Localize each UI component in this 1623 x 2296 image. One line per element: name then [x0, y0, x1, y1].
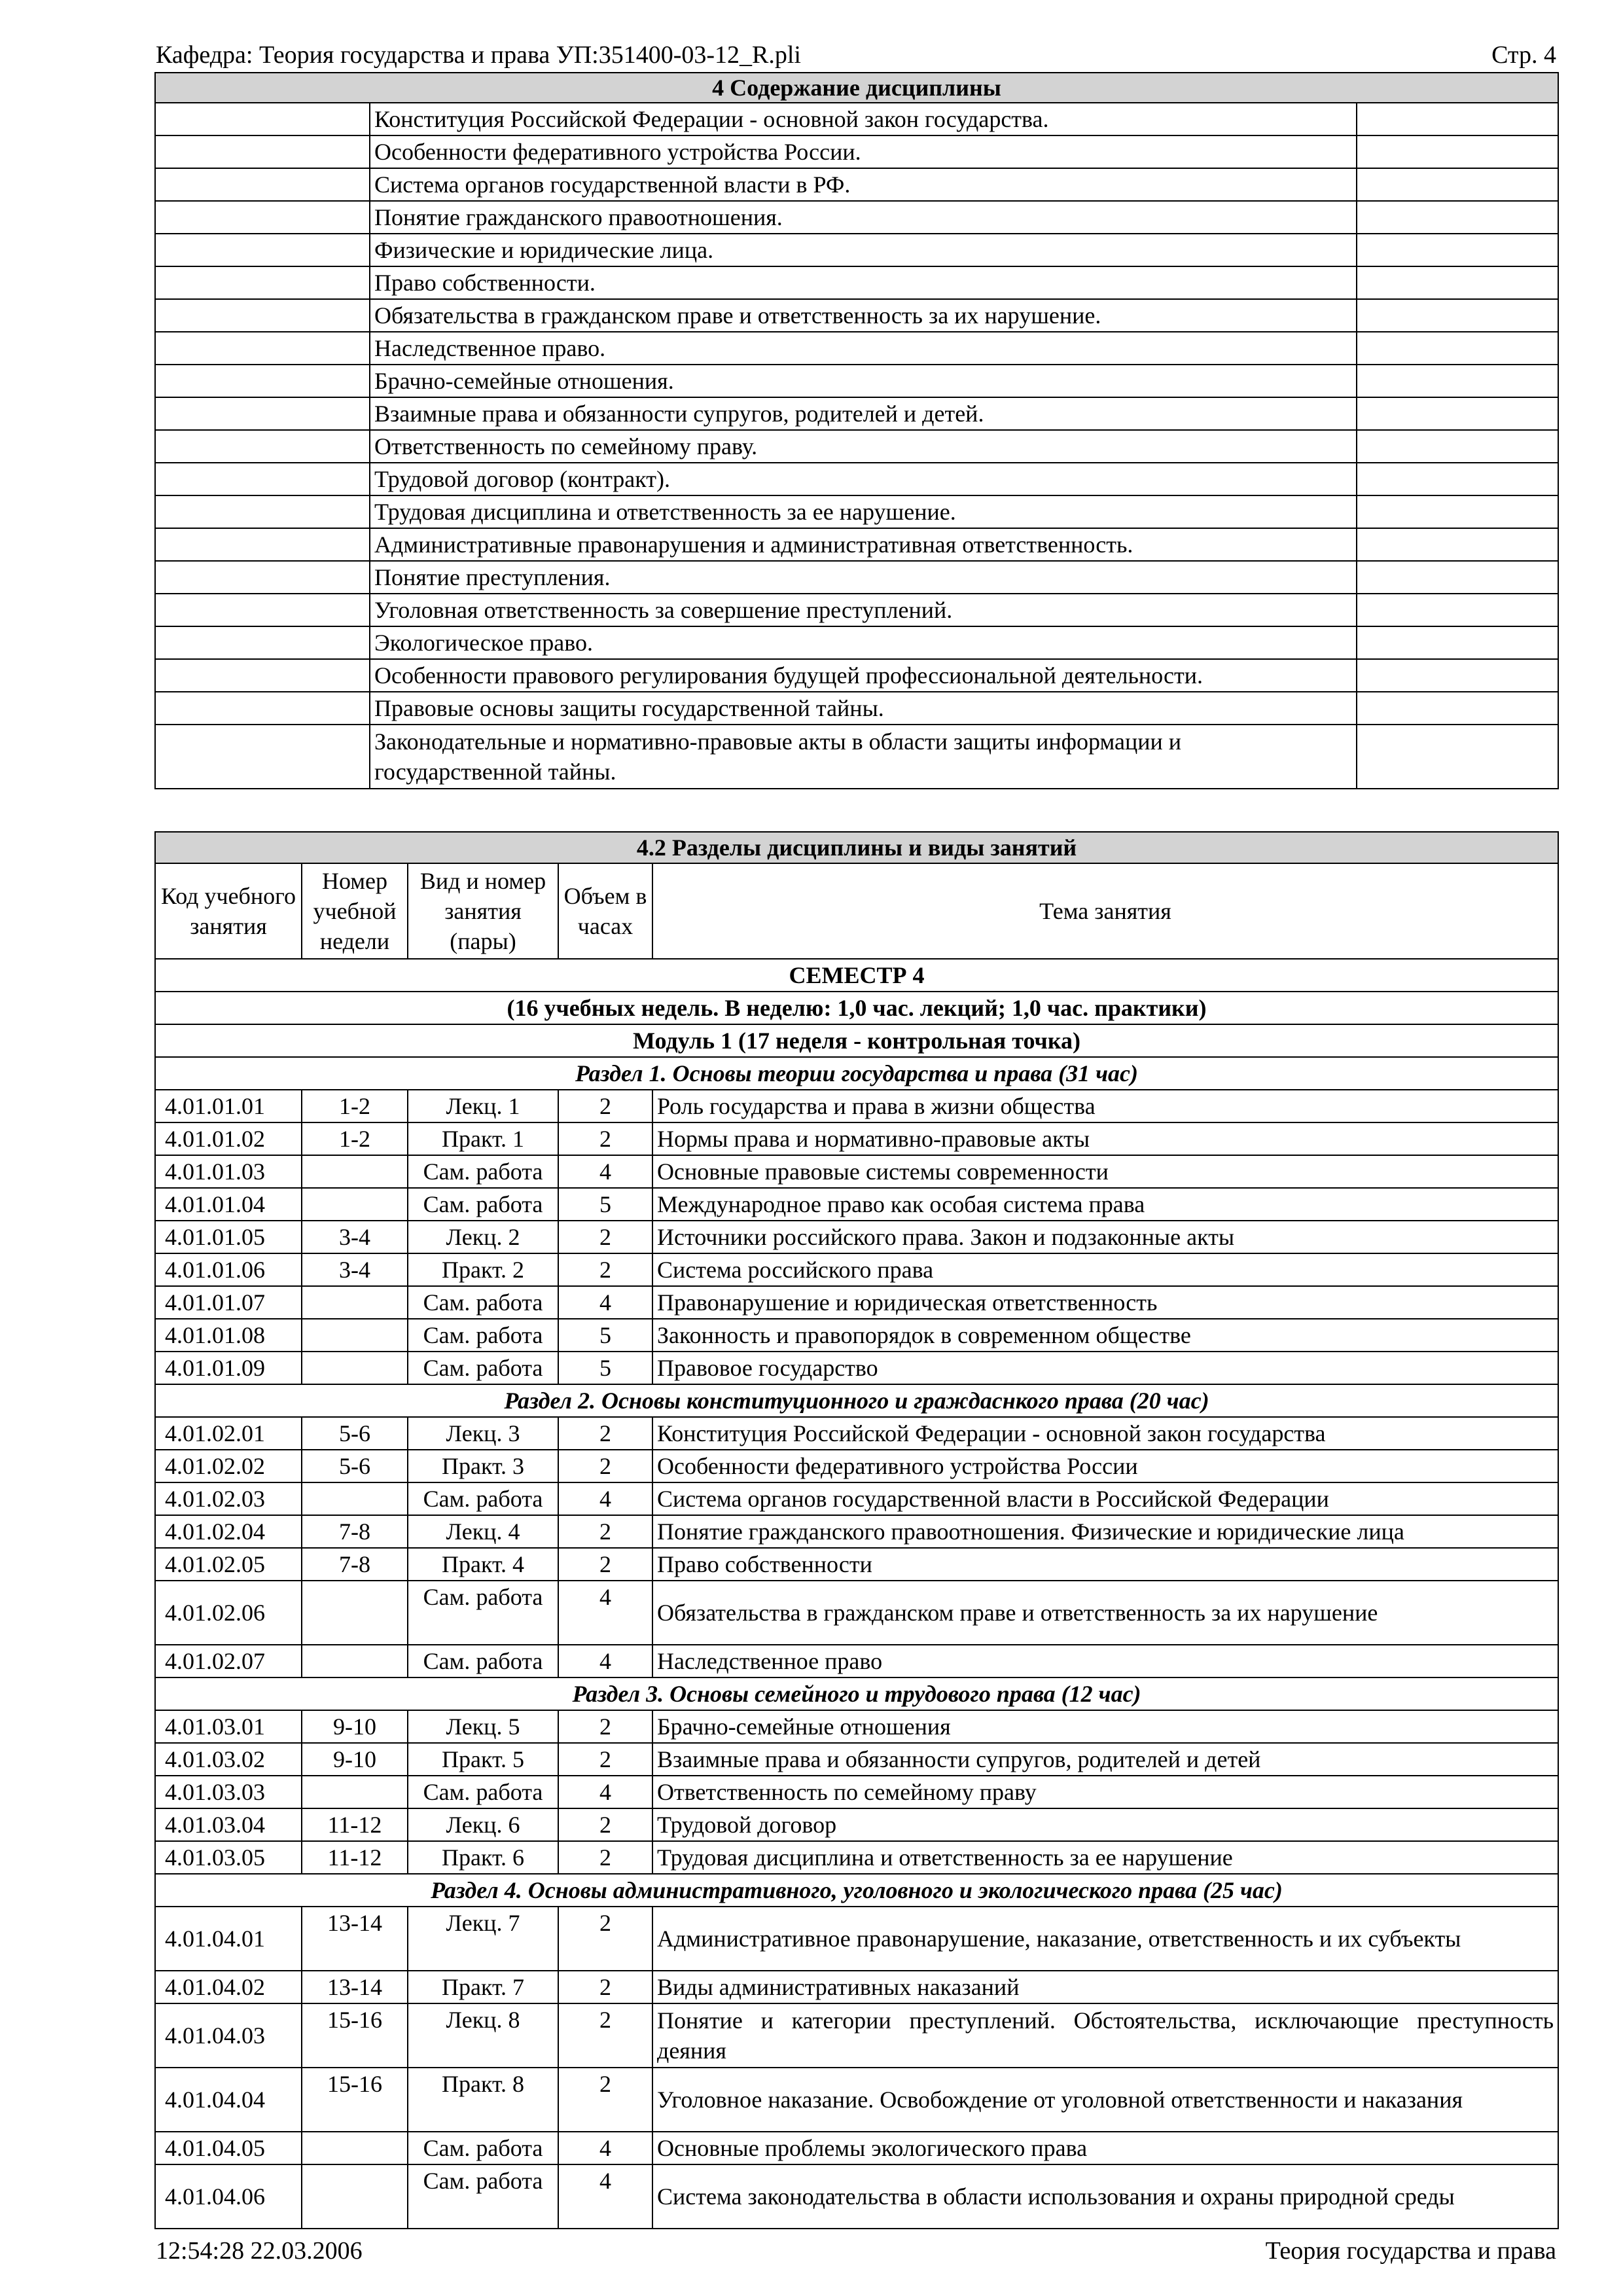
lesson-topic: Понятие и категории преступлений. Обстоятельства, исключающие преступность деяния — [652, 2003, 1558, 2068]
content-empty-left — [155, 397, 370, 430]
table-row — [155, 1319, 1558, 1352]
lesson-code: 4.01.04.03 — [155, 2003, 302, 2068]
lesson-type: Сам. работа — [408, 1188, 558, 1221]
lesson-topic: Источники российского права. Закон и подзаконные акты — [652, 1221, 1558, 1253]
content-row — [155, 594, 1558, 626]
lesson-code: 4.01.02.01 — [155, 1417, 302, 1450]
lesson-code: 4.01.03.02 — [155, 1743, 302, 1776]
lesson-topic: Трудовой договор — [652, 1808, 1558, 1841]
table-row — [155, 1776, 1558, 1808]
content-empty-left — [155, 659, 370, 692]
content-empty-right — [1357, 561, 1558, 594]
lesson-type: Практ. 2 — [408, 1253, 558, 1286]
content-row — [155, 626, 1558, 659]
table-row — [155, 1253, 1558, 1286]
table-row — [155, 2164, 1558, 2229]
lesson-type: Сам. работа — [408, 1155, 558, 1188]
lesson-topic: Трудовая дисциплина и ответственность за ее нарушение — [652, 1841, 1558, 1874]
hours: 5 — [558, 1319, 652, 1352]
content-empty-left — [155, 561, 370, 594]
schedule-table — [154, 831, 1559, 2229]
hours: 2 — [558, 1841, 652, 1874]
lesson-code: 4.01.01.06 — [155, 1253, 302, 1286]
content-empty-right — [1357, 201, 1558, 234]
hours: 2 — [558, 1450, 652, 1482]
content-empty-right — [1357, 365, 1558, 397]
lesson-topic: Международное право как особая система права — [652, 1188, 1558, 1221]
section-header-row — [155, 1057, 1558, 1090]
lesson-type: Сам. работа — [408, 1581, 558, 1645]
lesson-topic: Уголовное наказание. Освобождение от уголовной ответственности и наказания — [652, 2068, 1558, 2132]
content-row — [155, 234, 1558, 266]
hours: 2 — [558, 1971, 652, 2003]
lesson-topic: Правовое государство — [652, 1352, 1558, 1384]
week-number: 15-16 — [302, 2003, 408, 2068]
lesson-type: Лекц. 4 — [408, 1515, 558, 1548]
lesson-topic: Роль государства и права в жизни общества — [652, 1090, 1558, 1122]
lesson-type: Практ. 5 — [408, 1743, 558, 1776]
lesson-code: 4.01.02.02 — [155, 1450, 302, 1482]
content-item: Правовые основы защиты государственной тайны. — [370, 692, 1357, 725]
header-department: Кафедра: Теория государства и права УП:351400-03-12_R.pli — [156, 41, 801, 69]
content-empty-right — [1357, 103, 1558, 135]
hours: 4 — [558, 2164, 652, 2229]
lesson-type: Сам. работа — [408, 2164, 558, 2229]
content-item: Трудовой договор (контракт). — [370, 463, 1357, 495]
content-table — [154, 72, 1559, 789]
footer-course-name: Теория государства и права — [1265, 2237, 1556, 2265]
content-empty-left — [155, 299, 370, 332]
col-header-hours: Объем в часах — [558, 863, 652, 959]
content-empty-right — [1357, 594, 1558, 626]
content-item: Брачно-семейные отношения. — [370, 365, 1357, 397]
content-item: Ответственность по семейному праву. — [370, 430, 1357, 463]
week-number — [302, 1482, 408, 1515]
lesson-type: Практ. 7 — [408, 1971, 558, 2003]
content-empty-left — [155, 692, 370, 725]
col-header-topic: Тема занятия — [652, 863, 1558, 959]
lesson-topic: Правонарушение и юридическая ответственность — [652, 1286, 1558, 1319]
lesson-type: Сам. работа — [408, 2132, 558, 2164]
content-row — [155, 103, 1558, 135]
hours: 4 — [558, 2132, 652, 2164]
lesson-type: Сам. работа — [408, 1352, 558, 1384]
content-row — [155, 430, 1558, 463]
hours: 4 — [558, 1581, 652, 1645]
lesson-type: Сам. работа — [408, 1482, 558, 1515]
content-empty-left — [155, 266, 370, 299]
lesson-code: 4.01.01.01 — [155, 1090, 302, 1122]
table-row — [155, 1581, 1558, 1645]
table-row — [155, 1808, 1558, 1841]
content-row — [155, 692, 1558, 725]
week-number: 9-10 — [302, 1710, 408, 1743]
table-row — [155, 1122, 1558, 1155]
content-empty-left — [155, 201, 370, 234]
content-empty-right — [1357, 234, 1558, 266]
hours: 4 — [558, 1155, 652, 1188]
table-row — [155, 2132, 1558, 2164]
content-item: Экологическое право. — [370, 626, 1357, 659]
section-title: Раздел 4. Основы административного, уголовного и экологического права (25 час) — [155, 1874, 1558, 1907]
lesson-type: Сам. работа — [408, 1286, 558, 1319]
lesson-type: Практ. 8 — [408, 2068, 558, 2132]
lesson-code: 4.01.02.04 — [155, 1515, 302, 1548]
section-header-row — [155, 1874, 1558, 1907]
week-number: 3-4 — [302, 1253, 408, 1286]
content-item: Конституция Российской Федерации - основной закон государства. — [370, 103, 1357, 135]
content-row — [155, 495, 1558, 528]
lesson-type: Лекц. 2 — [408, 1221, 558, 1253]
table-row — [155, 1971, 1558, 2003]
table-row — [155, 1352, 1558, 1384]
content-empty-left — [155, 594, 370, 626]
week-number: 7-8 — [302, 1548, 408, 1581]
content-row — [155, 725, 1558, 789]
hours: 2 — [558, 1710, 652, 1743]
week-number: 7-8 — [302, 1515, 408, 1548]
lesson-code: 4.01.04.04 — [155, 2068, 302, 2132]
week-number — [302, 1286, 408, 1319]
hours: 5 — [558, 1352, 652, 1384]
hours: 2 — [558, 2068, 652, 2132]
content-table-title: 4 Содержание дисциплины — [155, 73, 1558, 103]
content-empty-left — [155, 365, 370, 397]
lesson-type: Лекц. 3 — [408, 1417, 558, 1450]
lesson-topic: Основные проблемы экологического права — [652, 2132, 1558, 2164]
content-empty-right — [1357, 659, 1558, 692]
hours: 2 — [558, 1090, 652, 1122]
content-empty-right — [1357, 725, 1558, 789]
week-number — [302, 2164, 408, 2229]
week-number: 13-14 — [302, 1907, 408, 1971]
lesson-topic: Система российского права — [652, 1253, 1558, 1286]
lesson-type: Лекц. 5 — [408, 1710, 558, 1743]
lesson-type: Лекц. 1 — [408, 1090, 558, 1122]
table-row — [155, 1710, 1558, 1743]
content-item: Уголовная ответственность за совершение преступлений. — [370, 594, 1357, 626]
week-number — [302, 1188, 408, 1221]
content-empty-right — [1357, 430, 1558, 463]
section-header-row — [155, 1384, 1558, 1417]
hours: 2 — [558, 1253, 652, 1286]
hours: 2 — [558, 1515, 652, 1548]
table-row — [155, 1645, 1558, 1677]
content-row — [155, 135, 1558, 168]
hours: 2 — [558, 1417, 652, 1450]
hours: 2 — [558, 1122, 652, 1155]
content-row — [155, 201, 1558, 234]
content-empty-right — [1357, 463, 1558, 495]
lesson-type: Практ. 4 — [408, 1548, 558, 1581]
lesson-topic: Ответственность по семейному праву — [652, 1776, 1558, 1808]
section-title: Раздел 1. Основы теории государства и права (31 час) — [155, 1057, 1558, 1090]
lesson-topic: Наследственное право — [652, 1645, 1558, 1677]
lesson-topic: Система законодательства в области использования и охраны природной среды — [652, 2164, 1558, 2229]
lesson-topic: Законность и правопорядок в современном обществе — [652, 1319, 1558, 1352]
content-empty-left — [155, 528, 370, 561]
week-number — [302, 1581, 408, 1645]
content-empty-left — [155, 463, 370, 495]
lesson-code: 4.01.01.05 — [155, 1221, 302, 1253]
content-empty-right — [1357, 626, 1558, 659]
hours: 2 — [558, 1907, 652, 1971]
hours: 2 — [558, 1808, 652, 1841]
table-row — [155, 1221, 1558, 1253]
content-row — [155, 397, 1558, 430]
lesson-code: 4.01.02.07 — [155, 1645, 302, 1677]
col-header-code: Код учебного занятия — [155, 863, 302, 959]
footer-timestamp: 12:54:28 22.03.2006 — [156, 2237, 363, 2265]
content-row — [155, 266, 1558, 299]
content-item: Обязательства в гражданском праве и ответственность за их нарушение. — [370, 299, 1357, 332]
content-body — [155, 103, 1558, 789]
lesson-type: Лекц. 7 — [408, 1907, 558, 1971]
lesson-topic: Основные правовые системы современности — [652, 1155, 1558, 1188]
hours: 2 — [558, 1548, 652, 1581]
week-number: 15-16 — [302, 2068, 408, 2132]
lesson-type: Практ. 1 — [408, 1122, 558, 1155]
week-number: 9-10 — [302, 1743, 408, 1776]
content-row — [155, 168, 1558, 201]
lesson-code: 4.01.01.03 — [155, 1155, 302, 1188]
week-number: 11-12 — [302, 1808, 408, 1841]
table-row — [155, 2068, 1558, 2132]
content-empty-right — [1357, 692, 1558, 725]
lesson-topic: Административное правонарушение, наказание, ответственность и их субъекты — [652, 1907, 1558, 1971]
content-empty-left — [155, 626, 370, 659]
lesson-type: Лекц. 8 — [408, 2003, 558, 2068]
lesson-code: 4.01.03.05 — [155, 1841, 302, 1874]
content-empty-left — [155, 495, 370, 528]
lesson-topic: Понятие гражданского правоотношения. Физические и юридические лица — [652, 1515, 1558, 1548]
table-row — [155, 1743, 1558, 1776]
content-row — [155, 561, 1558, 594]
lesson-code: 4.01.01.02 — [155, 1122, 302, 1155]
content-item: Особенности федеративного устройства России. — [370, 135, 1357, 168]
lesson-code: 4.01.02.06 — [155, 1581, 302, 1645]
week-number: 13-14 — [302, 1971, 408, 2003]
lesson-topic: Система органов государственной власти в Российской Федерации — [652, 1482, 1558, 1515]
semester-row: СЕМЕСТР 4 — [155, 959, 1558, 992]
hours: 4 — [558, 1286, 652, 1319]
content-empty-right — [1357, 266, 1558, 299]
lesson-type: Практ. 6 — [408, 1841, 558, 1874]
section-title: Раздел 2. Основы конституционного и граждаснкого права (20 час) — [155, 1384, 1558, 1417]
content-item: Административные правонарушения и административная ответственность. — [370, 528, 1357, 561]
weeks-note-row: (16 учебных недель. В неделю: 1,0 час. лекций; 1,0 час. практики) — [155, 992, 1558, 1024]
schedule-body — [155, 959, 1558, 2229]
lesson-type: Практ. 3 — [408, 1450, 558, 1482]
table-row — [155, 1841, 1558, 1874]
content-empty-left — [155, 135, 370, 168]
week-number — [302, 1776, 408, 1808]
lesson-topic: Обязательства в гражданском праве и ответственность за их нарушение — [652, 1581, 1558, 1645]
content-empty-right — [1357, 168, 1558, 201]
week-number: 5-6 — [302, 1450, 408, 1482]
content-empty-right — [1357, 495, 1558, 528]
content-empty-left — [155, 430, 370, 463]
col-header-week: Номер учебной недели — [302, 863, 408, 959]
table-row — [155, 1417, 1558, 1450]
content-row — [155, 299, 1558, 332]
content-row — [155, 332, 1558, 365]
section-title: Раздел 3. Основы семейного и трудового права (12 час) — [155, 1677, 1558, 1710]
lesson-topic: Право собственности — [652, 1548, 1558, 1581]
week-number: 3-4 — [302, 1221, 408, 1253]
content-empty-left — [155, 168, 370, 201]
hours: 2 — [558, 1743, 652, 1776]
content-item: Трудовая дисциплина и ответственность за ее нарушение. — [370, 495, 1357, 528]
table-row — [155, 1450, 1558, 1482]
content-empty-left — [155, 332, 370, 365]
table-row — [155, 1155, 1558, 1188]
lesson-code: 4.01.04.05 — [155, 2132, 302, 2164]
lesson-code: 4.01.03.03 — [155, 1776, 302, 1808]
lesson-topic: Конституция Российской Федерации - основной закон государства — [652, 1417, 1558, 1450]
content-empty-right — [1357, 135, 1558, 168]
content-empty-left — [155, 234, 370, 266]
hours: 5 — [558, 1188, 652, 1221]
content-row — [155, 463, 1558, 495]
lesson-code: 4.01.01.08 — [155, 1319, 302, 1352]
hours: 2 — [558, 1221, 652, 1253]
lesson-topic: Брачно-семейные отношения — [652, 1710, 1558, 1743]
lesson-type: Сам. работа — [408, 1645, 558, 1677]
week-number — [302, 1645, 408, 1677]
week-number — [302, 1352, 408, 1384]
lesson-code: 4.01.04.02 — [155, 1971, 302, 2003]
week-number: 11-12 — [302, 1841, 408, 1874]
table-row — [155, 1907, 1558, 1971]
content-empty-right — [1357, 299, 1558, 332]
week-number: 1-2 — [302, 1122, 408, 1155]
table-row — [155, 1286, 1558, 1319]
section-header-row — [155, 1677, 1558, 1710]
content-row — [155, 528, 1558, 561]
module-row: Модуль 1 (17 неделя - контрольная точка) — [155, 1024, 1558, 1057]
content-item: Право собственности. — [370, 266, 1357, 299]
page-footer — [156, 2235, 1556, 2267]
table-row — [155, 1188, 1558, 1221]
lesson-code: 4.01.02.03 — [155, 1482, 302, 1515]
content-item: Взаимные права и обязанности супругов, родителей и детей. — [370, 397, 1357, 430]
table-row — [155, 2003, 1558, 2068]
lesson-type: Сам. работа — [408, 1319, 558, 1352]
header-page-number: Стр. 4 — [1491, 41, 1556, 69]
table-row — [155, 1515, 1558, 1548]
week-number: 1-2 — [302, 1090, 408, 1122]
content-empty-right — [1357, 332, 1558, 365]
lesson-code: 4.01.04.01 — [155, 1907, 302, 1971]
page-header — [156, 38, 1556, 69]
content-item: Особенности правового регулирования будущей профессиональной деятельности. — [370, 659, 1357, 692]
table-row — [155, 1090, 1558, 1122]
week-number — [302, 2132, 408, 2164]
lesson-topic: Виды административных наказаний — [652, 1971, 1558, 2003]
lesson-type: Лекц. 6 — [408, 1808, 558, 1841]
schedule-title: 4.2 Разделы дисциплины и виды занятий — [155, 832, 1558, 863]
hours: 2 — [558, 2003, 652, 2068]
lesson-code: 4.01.03.04 — [155, 1808, 302, 1841]
col-header-type: Вид и номер занятия (пары) — [408, 863, 558, 959]
lesson-code: 4.01.01.09 — [155, 1352, 302, 1384]
content-empty-right — [1357, 528, 1558, 561]
content-item: Понятие гражданского правоотношения. — [370, 201, 1357, 234]
content-row — [155, 365, 1558, 397]
content-item: Законодательные и нормативно-правовые акты в области защиты информации и государственной тайны. — [370, 725, 1357, 789]
lesson-code: 4.01.03.01 — [155, 1710, 302, 1743]
content-row — [155, 659, 1558, 692]
lesson-code: 4.01.01.07 — [155, 1286, 302, 1319]
content-empty-left — [155, 725, 370, 789]
hours: 4 — [558, 1776, 652, 1808]
content-item: Наследственное право. — [370, 332, 1357, 365]
content-item: Понятие преступления. — [370, 561, 1357, 594]
lesson-code: 4.01.02.05 — [155, 1548, 302, 1581]
content-item: Система органов государственной власти в РФ. — [370, 168, 1357, 201]
week-number — [302, 1319, 408, 1352]
hours: 4 — [558, 1645, 652, 1677]
table-row — [155, 1482, 1558, 1515]
content-item: Физические и юридические лица. — [370, 234, 1357, 266]
lesson-code: 4.01.04.06 — [155, 2164, 302, 2229]
lesson-topic: Особенности федеративного устройства России — [652, 1450, 1558, 1482]
week-number — [302, 1155, 408, 1188]
lesson-topic: Нормы права и нормативно-правовые акты — [652, 1122, 1558, 1155]
lesson-type: Сам. работа — [408, 1776, 558, 1808]
lesson-code: 4.01.01.04 — [155, 1188, 302, 1221]
lesson-topic: Взаимные права и обязанности супругов, родителей и детей — [652, 1743, 1558, 1776]
week-number: 5-6 — [302, 1417, 408, 1450]
content-empty-left — [155, 103, 370, 135]
content-empty-right — [1357, 397, 1558, 430]
hours: 4 — [558, 1482, 652, 1515]
table-row — [155, 1548, 1558, 1581]
